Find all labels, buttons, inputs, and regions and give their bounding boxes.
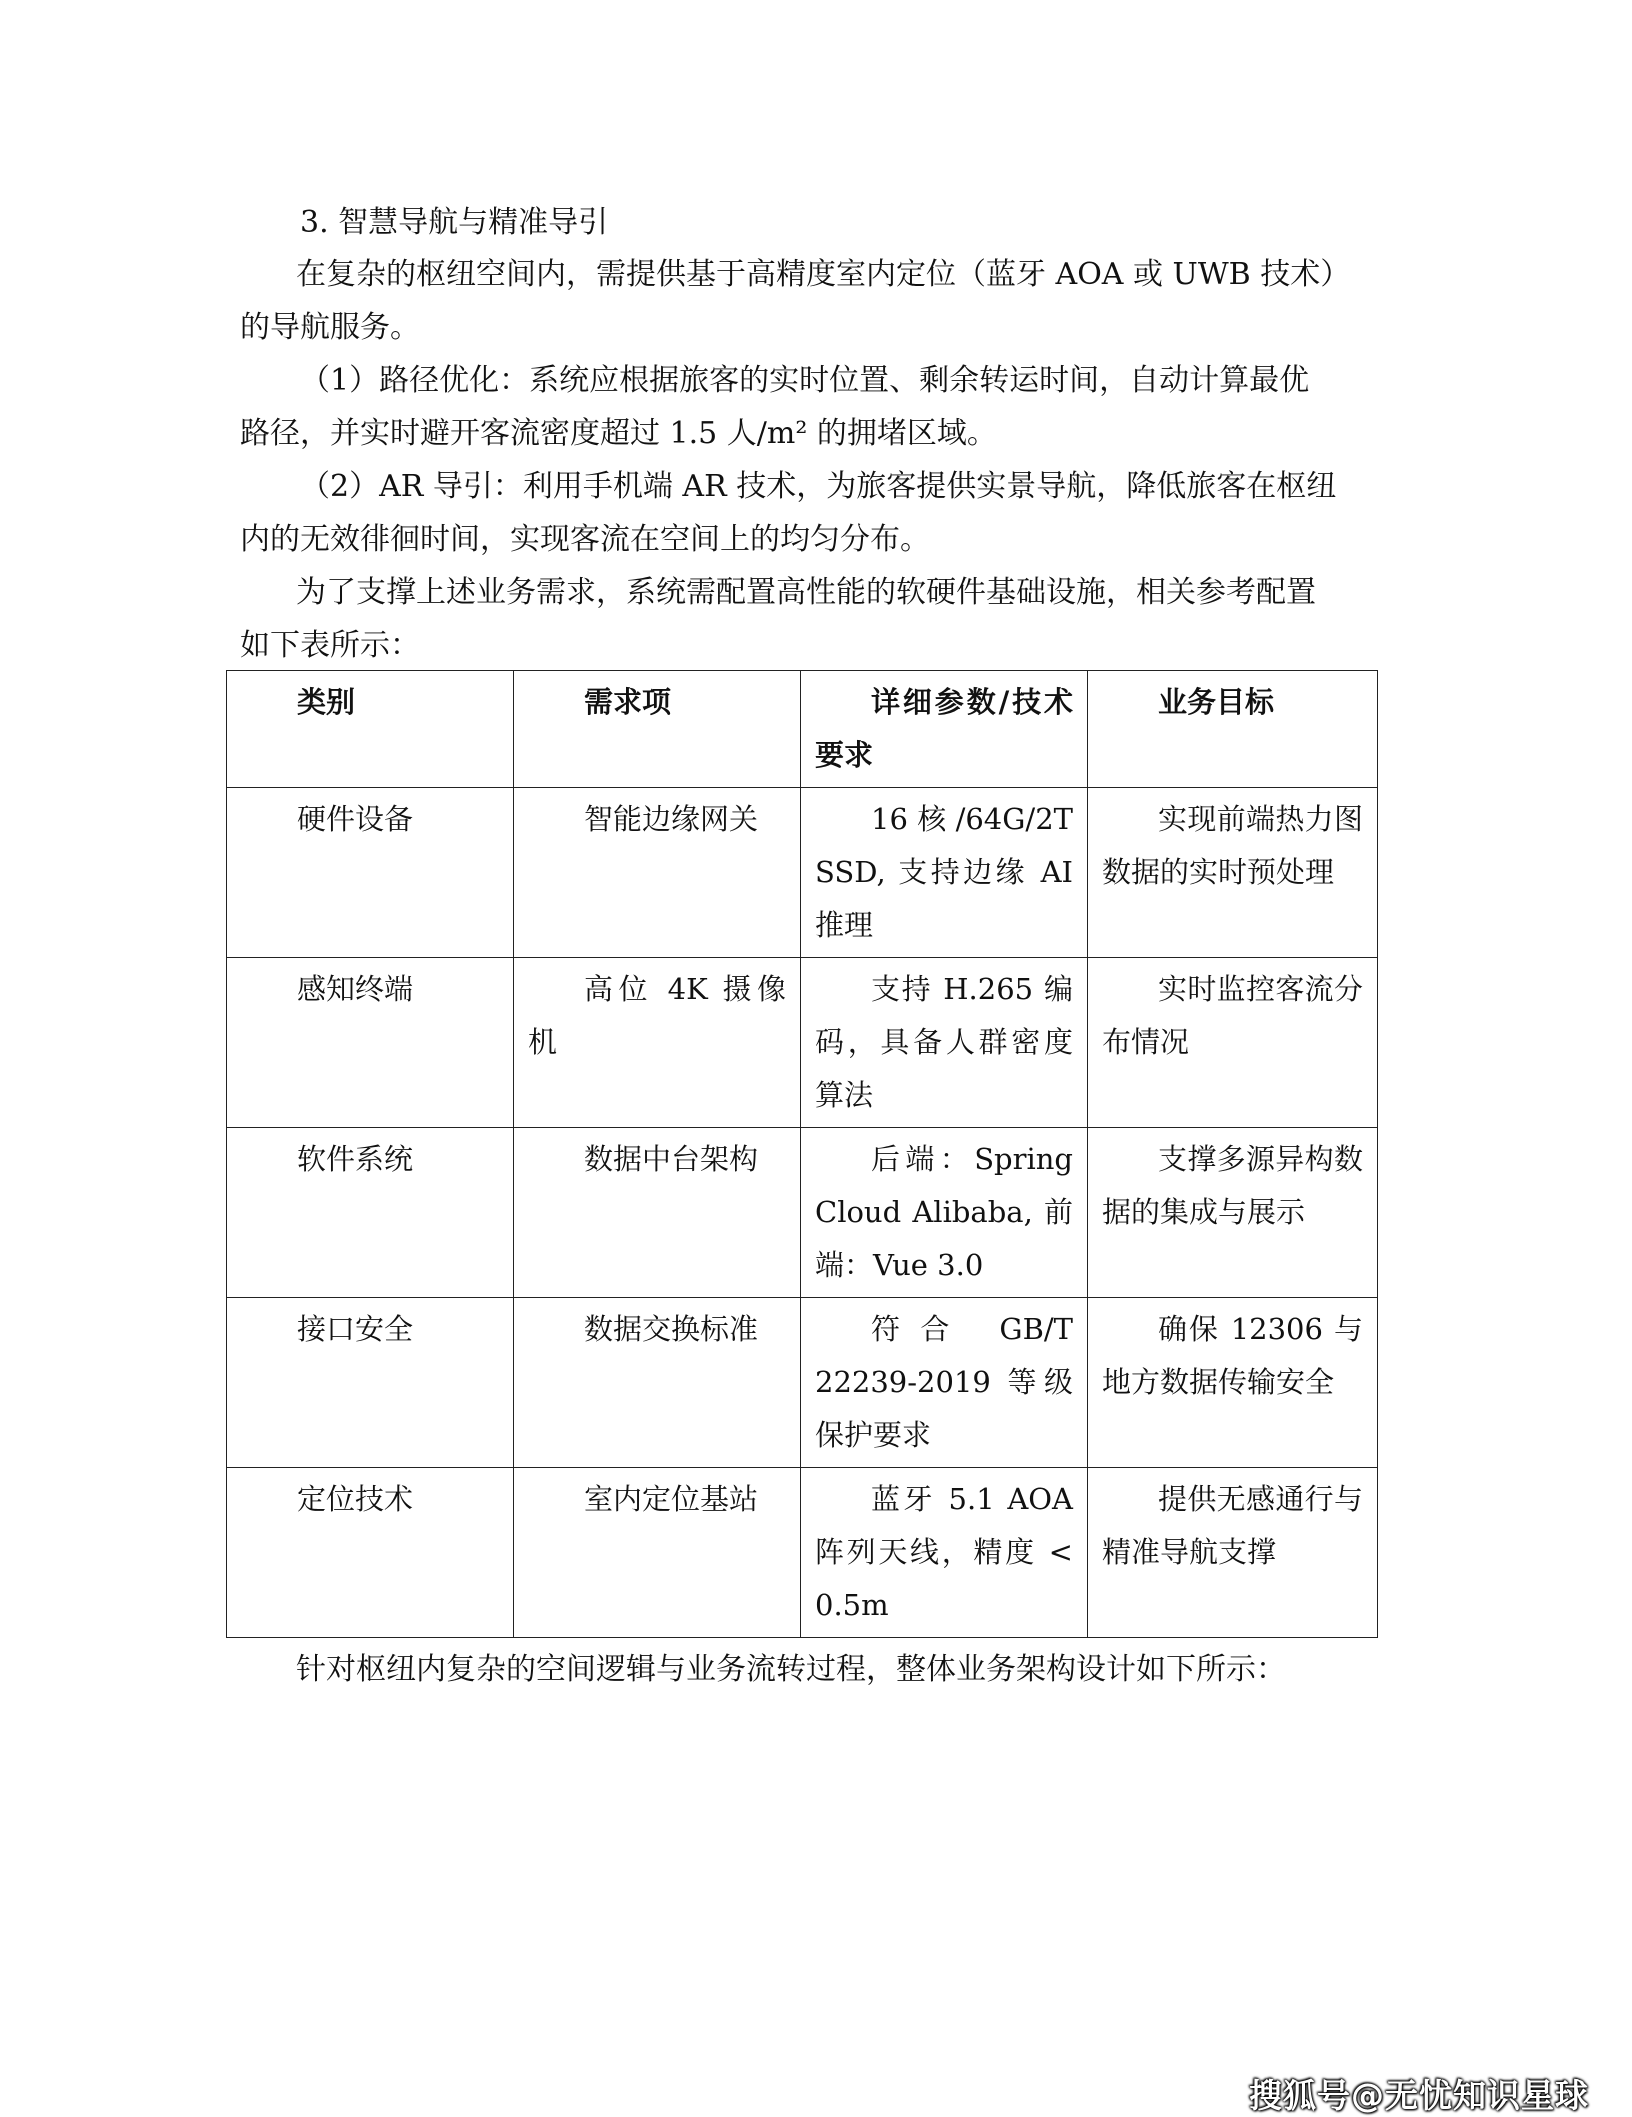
table-row: [227, 1128, 1378, 1298]
table-cell: 提供无感通行与精准导航支撑: [1088, 1468, 1378, 1638]
intro-paragraph-line: 的导航服务。: [240, 310, 420, 345]
table-row: [227, 1468, 1378, 1638]
table-cell: 定位技术: [227, 1468, 514, 1638]
config-table: [226, 670, 1378, 1638]
table-cell: 后端：Spring Cloud Alibaba, 前端：Vue 3.0: [801, 1128, 1088, 1298]
table-header-cell: 详细参数/技术要求: [801, 671, 1088, 788]
table-cell: 室内定位基站: [514, 1468, 801, 1638]
table-cell: 接口安全: [227, 1298, 514, 1468]
table-cell: 支撑多源异构数据的集成与展示: [1088, 1128, 1378, 1298]
table-cell: 智能边缘网关: [514, 788, 801, 958]
table-cell: 软件系统: [227, 1128, 514, 1298]
support-paragraph-line: 为了支撑上述业务需求，系统需配置高性能的软硬件基础设施，相关参考配置: [296, 575, 1316, 610]
table-cell: 感知终端: [227, 958, 514, 1128]
table-row: [227, 958, 1378, 1128]
item1-paragraph-line: （1）路径优化：系统应根据旅客的实时位置、剩余转运时间，自动计算最优: [300, 363, 1310, 398]
table-cell: 16 核 /64G/2T SSD, 支持边缘 AI 推理: [801, 788, 1088, 958]
item2-paragraph-line: （2）AR 导引：利用手机端 AR 技术，为旅客提供实景导航，降低旅客在枢纽: [300, 469, 1337, 504]
table-row: [227, 788, 1378, 958]
table-header-row: [227, 671, 1378, 788]
item1-paragraph-line: 路径，并实时避开客流密度超过 1.5 人/m² 的拥堵区域。: [240, 416, 997, 451]
table-header-cell: 需求项: [514, 671, 801, 788]
table-row: [227, 1298, 1378, 1468]
intro-paragraph-line: 在复杂的枢纽空间内，需提供基于高精度室内定位（蓝牙 AOA 或 UWB 技术）: [296, 257, 1351, 292]
table-cell: 数据交换标准: [514, 1298, 801, 1468]
table-header-cell: 业务目标: [1088, 671, 1378, 788]
table-cell: 蓝牙 5.1 AOA 阵列天线，精度 < 0.5m: [801, 1468, 1088, 1638]
watermark-text: 搜狐号@无忧知识星球: [1249, 2076, 1589, 2115]
table-cell: 符合 GB/T 22239-2019 等级保护要求: [801, 1298, 1088, 1468]
table-cell: 实时监控客流分布情况: [1088, 958, 1378, 1128]
item2-paragraph-line: 内的无效徘徊时间，实现客流在空间上的均匀分布。: [240, 522, 930, 557]
table-cell: 高位 4K 摄像机: [514, 958, 801, 1128]
table-cell: 实现前端热力图数据的实时预处理: [1088, 788, 1378, 958]
closing-paragraph: 针对枢纽内复杂的空间逻辑与业务流转过程，整体业务架构设计如下所示：: [296, 1652, 1286, 1687]
table-cell: 数据中台架构: [514, 1128, 801, 1298]
table-cell: 支持 H.265 编码，具备人群密度算法: [801, 958, 1088, 1128]
table-cell: 确保 12306 与地方数据传输安全: [1088, 1298, 1378, 1468]
table-header-cell: 类别: [227, 671, 514, 788]
table-cell: 硬件设备: [227, 788, 514, 958]
support-paragraph-line: 如下表所示：: [240, 628, 420, 663]
section-heading: 3. 智慧导航与精准导引: [300, 205, 609, 240]
